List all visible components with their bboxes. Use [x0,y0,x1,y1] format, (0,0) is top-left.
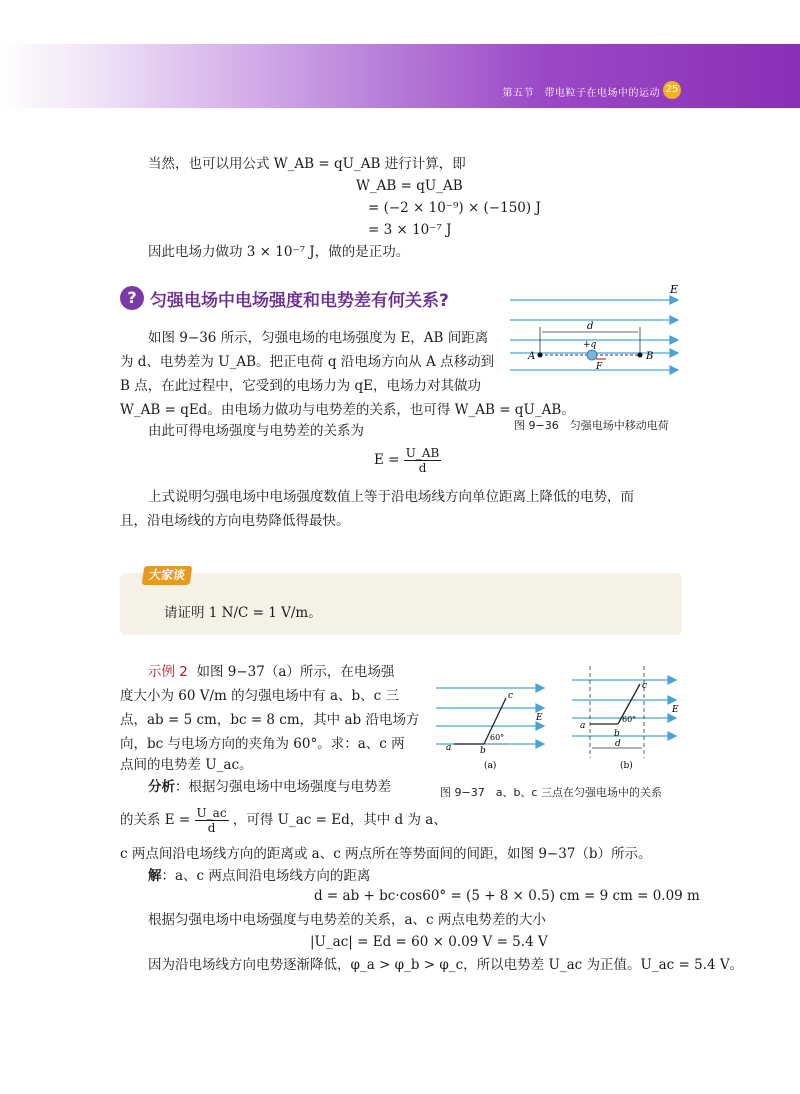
distance-d-label: d [587,321,594,332]
point-c-label: c [508,691,514,701]
discussion-tag: 大家谈 [142,566,193,585]
example-line [148,662,394,682]
example-line: 向，bc 与电场方向的夹角为 60°。求：a、c 两 [120,736,405,752]
analysis-line [148,777,391,797]
equation-line: W_AB = qU_AB [356,178,463,194]
angle-label: 60° [622,715,637,724]
fraction-denominator: d [207,821,216,835]
analysis-label: 分析 [148,779,175,795]
solution-line: 根据匀强电场中电场强度与电势差的关系，a、c 两点电势差的大小 [148,912,546,928]
example-line: 点间的电势差 U_ac。 [120,757,253,773]
paragraph-line: 上式说明匀强电场中电场强度数值上等于沿电场线方向单位距离上降低的电势，而 [148,489,634,505]
section-title: 第五节 带电粒子在电场中的运动 [502,88,660,99]
figure-9-36 [510,285,690,405]
formula-denominator: d [418,461,427,475]
point-b-label: b [614,729,620,739]
equation-line: |U_ac| = Ed = 60 × 0.09 V = 5.4 V [310,934,548,950]
question-icon: ? [120,286,144,310]
example-text: 如图 9−37（a）所示，在电场强 [196,664,395,680]
formula-lhs: E = [374,452,400,468]
paragraph-line: 如图 9−36 所示，匀强电场的电场强度为 E，AB 间距离 [148,330,489,346]
field-E-label: E [536,713,543,723]
paragraph-line: B 点，在此过程中，它受到的电场力为 qE，电场力对其做功 [120,378,481,394]
paragraph-line: 且，沿电场线的方向电势降低得最快。 [120,513,350,529]
formula-fraction [404,446,442,475]
equation-line: = 3 × 10⁻⁷ J [368,222,452,238]
intro-line: 当然，也可以用公式 W_AB = qU_AB 进行计算，即 [148,156,466,172]
solution-line [148,866,370,886]
paragraph-line: W_AB = qEd。由电场力做功与电势差的关系，也可得 W_AB = qU_AB。 [120,402,575,418]
discussion-text: 请证明 1 N/C = 1 V/m。 [164,605,322,621]
analysis-fraction [195,806,229,835]
equation-line: = (−2 × 10⁻⁹) × (−150) J [368,200,541,216]
distance-d-label: d [615,739,621,749]
figure-9-37b [568,662,688,772]
question-heading: 匀强电场中电场强度和电势差有何关系? [150,291,449,311]
figure-9-37a [432,670,552,770]
point-a-label: a [446,743,452,753]
formula-E-U-d [374,446,441,475]
point-B-label: B [646,351,654,362]
analysis-text: 的关系 E = [120,812,191,828]
solution-line: 因为沿电场线方向电势逐渐降低，φ_a > φ_b > φ_c，所以电势差 U_ac 为正值。U_ac = 5.4 V。 [148,957,744,973]
equation-line: d = ab + bc·cos60° = (5 + 8 × 0.5) cm = 9 cm = 0.09 m [314,888,700,904]
figure-caption: 图 9−36 匀强电场中移动电荷 [514,419,669,432]
subfigure-a-label: (a) [484,761,497,770]
paragraph-line: 为 d、电势差为 U_AB。把正电荷 q 沿电场方向从 A 点移动到 [120,354,495,370]
subfigure-b-label: (b) [620,761,633,771]
analysis-line [120,806,447,835]
analysis-text: ：根据匀强电场中电场强度与电势差 [175,779,391,795]
point-c-label: c [642,681,648,691]
analysis-text: ，可得 U_ac = Ed，其中 d 为 a、 [232,812,447,828]
field-E-label: E [672,705,679,715]
solution-text: ：a、c 两点间沿电场线方向的距离 [161,868,371,884]
charge-q-label: +q [583,340,597,350]
example-line: 度大小为 60 V/m 的匀强电场中有 a、b、c 三 [120,688,399,704]
paragraph-line: 由此可得电场强度与电势差的关系为 [148,423,364,439]
example-line: 点，ab = 5 cm，bc = 8 cm，其中 ab 沿电场方 [120,712,420,728]
example-label: 示例 2 [148,664,188,680]
point-A-label: A [528,351,536,362]
page-number-badge: 25 [663,81,681,99]
analysis-line: c 两点间沿电场线方向的距离或 a、c 两点所在等势面间的间距，如图 9−37（b）所示。 [120,846,652,862]
formula-numerator: U_AB [405,446,440,460]
figure-caption: 图 9−37 a、b、c 三点在匀强电场中的关系 [440,786,662,799]
intro-conclusion: 因此电场力做功 3 × 10⁻⁷ J，做的是正功。 [148,244,410,260]
angle-label: 60° [490,733,505,742]
point-b-label: b [480,746,486,756]
field-E-label: E [670,285,679,296]
solution-label: 解 [148,868,162,884]
force-F-label: F [596,362,603,372]
point-a-label: a [580,721,586,731]
page-header-band [0,44,800,108]
fraction-numerator: U_ac [196,806,227,820]
